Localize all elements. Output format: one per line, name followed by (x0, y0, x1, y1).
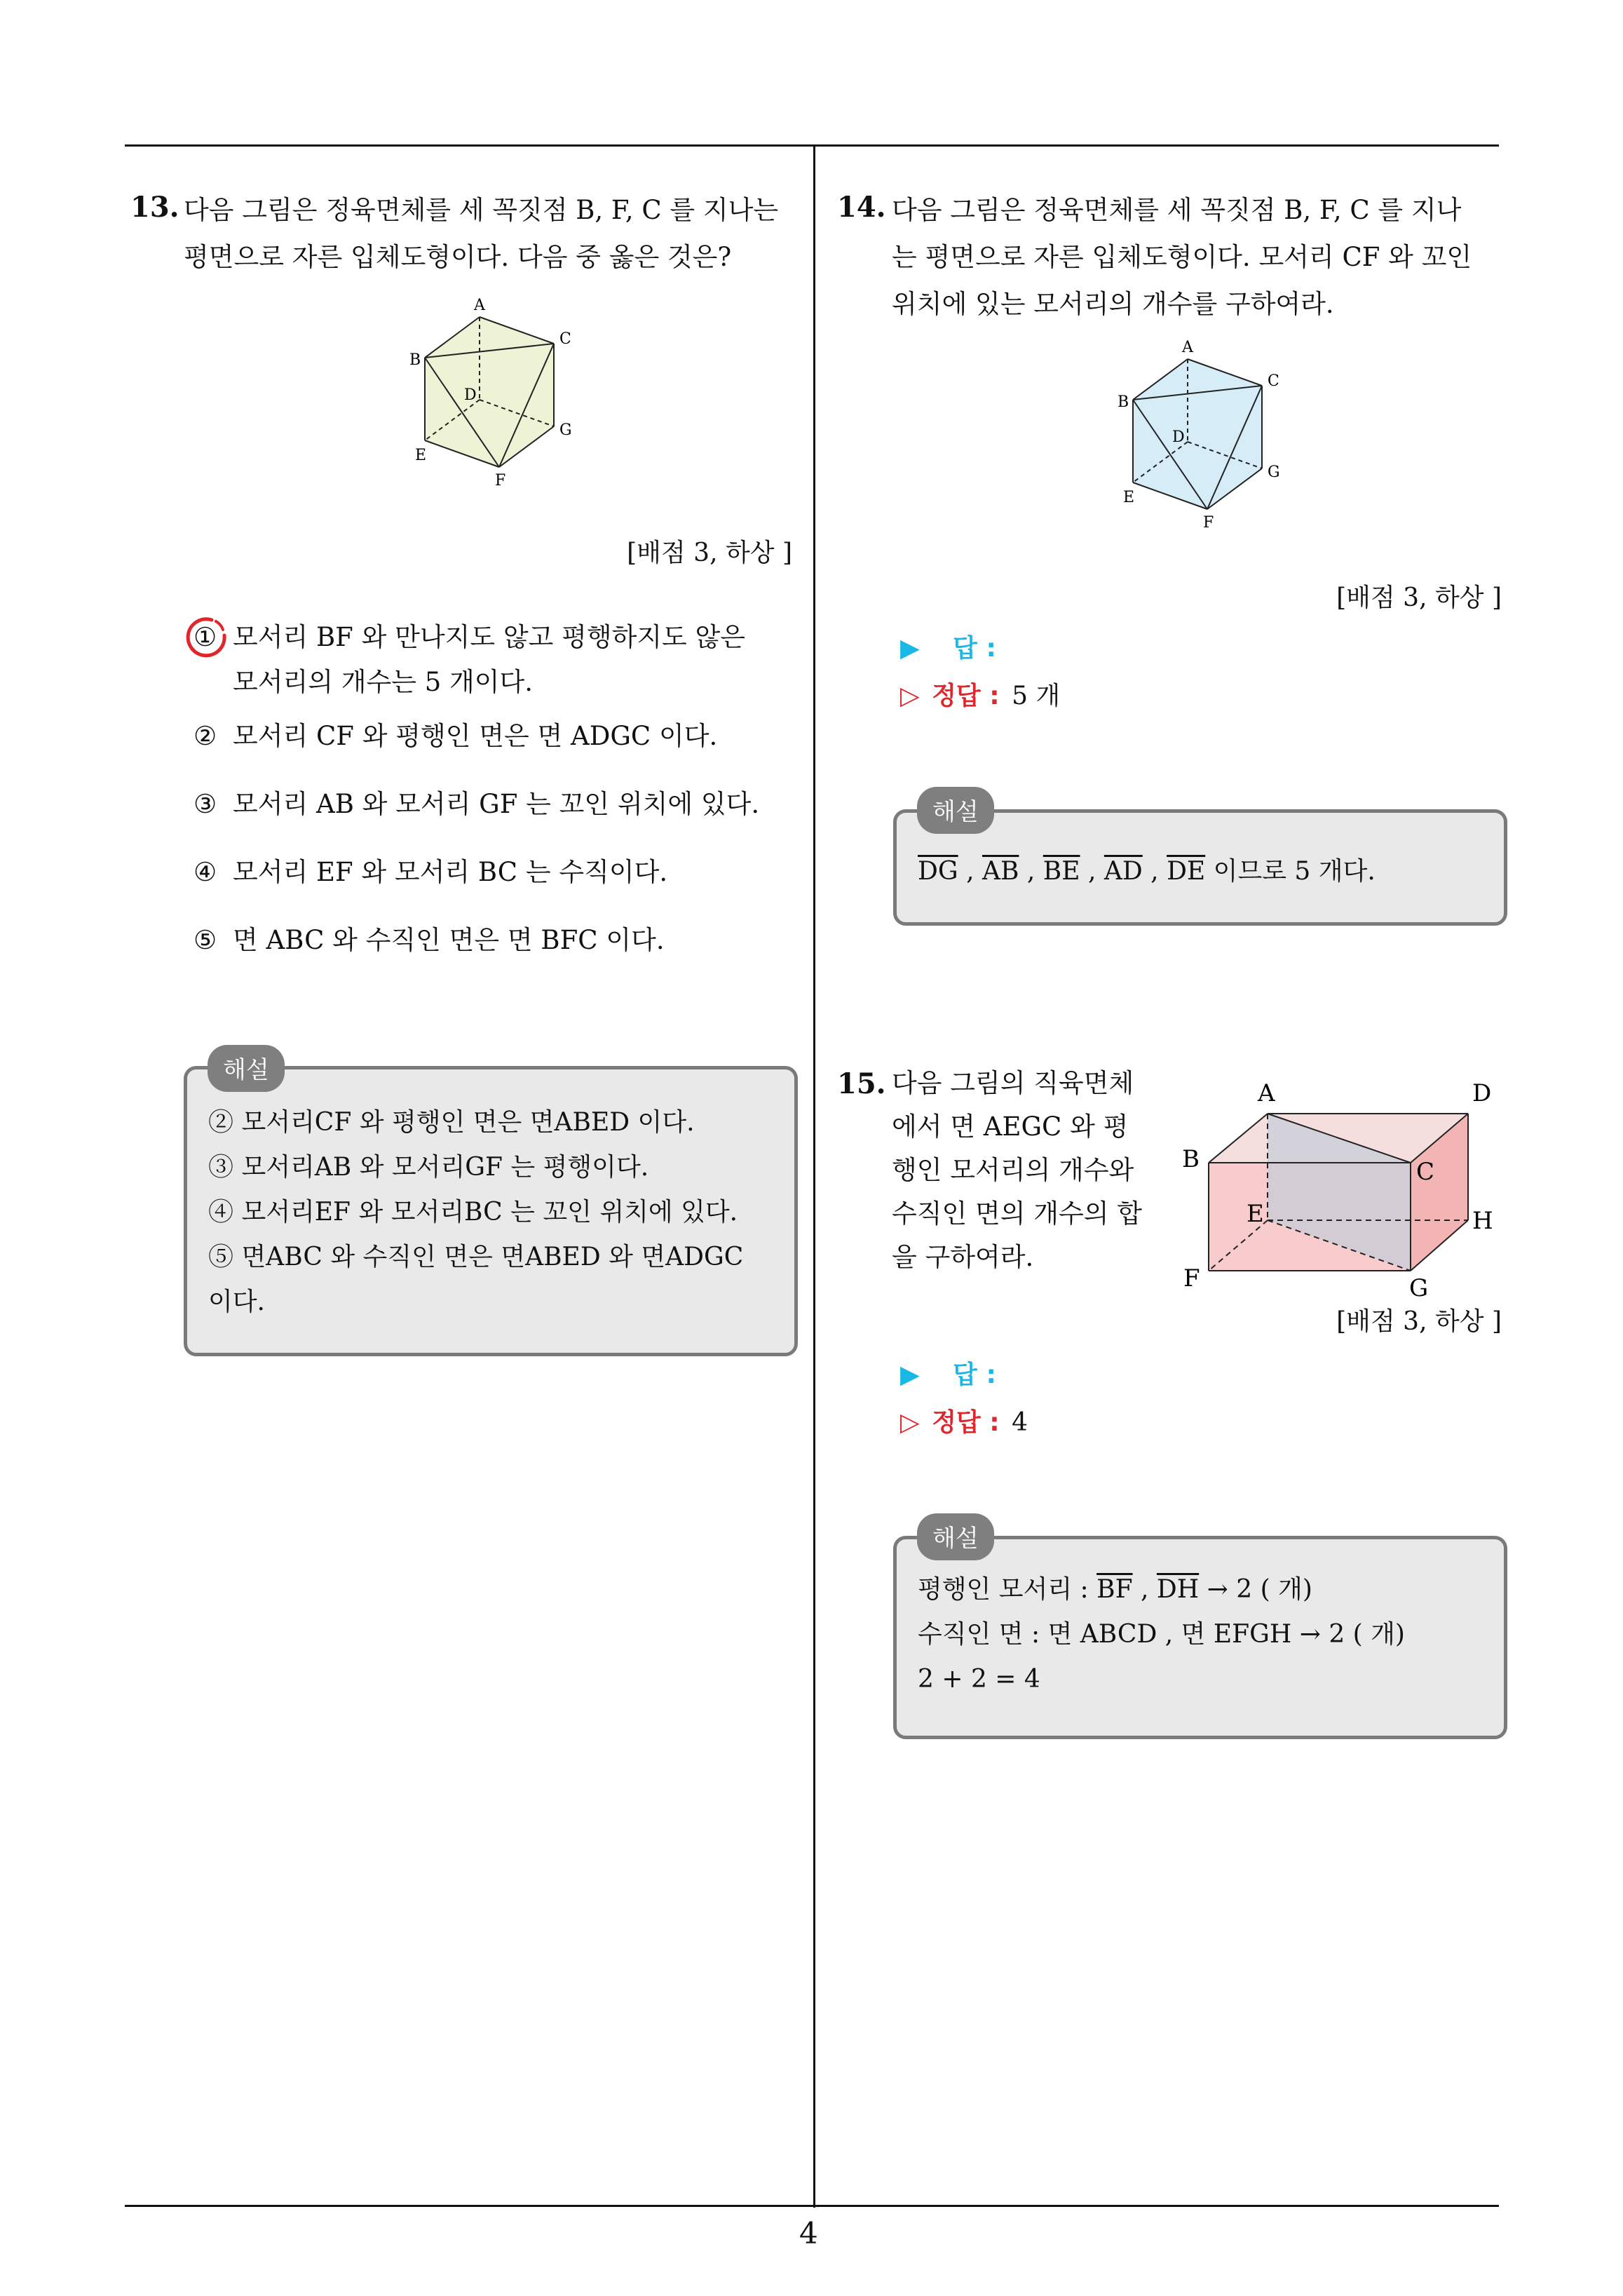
q14-score: [배점 3, 하상 ] (1336, 583, 1502, 612)
correct-arrow-icon: ▷ (900, 1408, 920, 1437)
correct-value: 5 개 (1012, 682, 1061, 710)
choice-text: 모서리 AB 와 모서리 GF 는 꼬인 위치에 있다. (233, 789, 760, 819)
label-D: D (1472, 1079, 1492, 1107)
q13-choice-4[interactable] (193, 850, 803, 895)
choice-mark: ④ (193, 857, 217, 887)
solution-line: 2 + 2 = 4 (918, 1665, 1040, 1694)
q13-solution-box (184, 1066, 798, 1356)
choice-mark: ① (193, 622, 217, 652)
q15-number: 15. (837, 1067, 886, 1100)
solution-line: 수직인 면 : 면 ABCD , 면 EFGH → 2 ( 개) (918, 1620, 1405, 1649)
label-F: F (495, 472, 506, 489)
edge-DH: $\overline{DH}$ (1156, 1575, 1200, 1604)
q15-stem-line: 에서 면 AEGC 와 평 (892, 1112, 1129, 1142)
q13-choice-5[interactable] (193, 918, 803, 963)
label-A: A (1182, 339, 1193, 356)
q15-answer-line (900, 1355, 996, 1391)
q13-stem-line1: 다음 그림은 정육면체를 세 꼭짓점 B, F, C 를 지나는 (184, 195, 779, 225)
answer-arrow-icon: ▶ (900, 1360, 920, 1389)
answer-label: 답 : (953, 1360, 996, 1389)
sep: , (1132, 1575, 1157, 1604)
label-G: G (1409, 1274, 1429, 1302)
q14-correct-line (900, 676, 1060, 712)
answer-label: 답 : (953, 634, 996, 663)
q15-prism-figure (1178, 1073, 1500, 1304)
label-F: F (1183, 1264, 1200, 1292)
q14-solution-text (918, 849, 1500, 894)
q13-choice-3[interactable] (193, 782, 803, 827)
q14-answer-line (900, 628, 996, 664)
solution-line: ② 모서리CF 와 평행인 면은 면ABED 이다. (208, 1108, 695, 1137)
correct-label: 정답 : (932, 1408, 1000, 1437)
edge-DG: $\overline{DG}$ (918, 857, 958, 886)
q15-solution-tab: 해설 (917, 1513, 994, 1560)
label-A: A (474, 297, 485, 314)
edge-BE: $\overline{BE}$ (1043, 857, 1080, 886)
page-number: 4 (799, 2216, 818, 2250)
label-C: C (1416, 1158, 1435, 1186)
label-D: D (1172, 428, 1185, 446)
label-B: B (409, 351, 421, 369)
q13-choice-1[interactable] (193, 615, 803, 705)
solution-line: ④ 모서리EF 와 모서리BC 는 꼬인 위치에 있다. (208, 1198, 738, 1227)
choice-mark: ⑤ (193, 925, 217, 955)
top-rule (125, 144, 1499, 147)
correct-value: 4 (1012, 1408, 1028, 1437)
label-H: H (1472, 1207, 1493, 1235)
choice-mark: ③ (193, 789, 217, 819)
label-E: E (415, 447, 427, 464)
edge-AB: $\overline{AB}$ (982, 857, 1019, 886)
q15-score: [배점 3, 하상 ] (1336, 1307, 1502, 1336)
label-B: B (1182, 1145, 1200, 1173)
answer-arrow-icon: ▶ (900, 634, 920, 663)
sol-postfix: → 2 ( 개) (1199, 1575, 1312, 1604)
solution-line: 이다. (208, 1288, 265, 1316)
solution-line: ⑤ 면ABC 와 수직인 면은 면ABED 와 면ADGC (208, 1243, 744, 1271)
q15-solution-text (918, 1567, 1500, 1702)
sep: , (1080, 857, 1104, 886)
sep: , (1142, 857, 1167, 886)
sep: , (1019, 857, 1043, 886)
choice-text: 모서리 BF 와 만나지도 않고 평행하지도 않은 (233, 622, 746, 652)
q15-stem-line: 수직인 면의 개수의 합 (892, 1198, 1142, 1229)
bottom-rule (125, 2205, 1499, 2207)
label-G: G (1268, 464, 1280, 481)
edge-AD: $\overline{AD}$ (1103, 857, 1143, 886)
solution-line: ③ 모서리AB 와 모서리GF 는 평행이다. (208, 1153, 649, 1182)
q14-stem (892, 187, 1509, 327)
edge-BF: $\overline{BF}$ (1096, 1575, 1133, 1604)
column-divider (813, 144, 815, 2208)
q15-stem-line: 을 구하여라. (892, 1242, 1034, 1272)
q15-stem-line: 다음 그림의 직육면체 (892, 1068, 1134, 1098)
sep: , (958, 857, 982, 886)
cube-front-face (425, 317, 554, 467)
label-F: F (1203, 514, 1214, 532)
q15-stem-line: 행인 모서리의 개수와 (892, 1155, 1134, 1185)
choice-mark: ② (193, 721, 217, 751)
q15-solution-box (893, 1536, 1507, 1739)
label-G: G (559, 421, 572, 439)
correct-arrow-icon: ▷ (900, 682, 920, 710)
q15-correct-line (900, 1403, 1028, 1438)
q13-cube-figure (400, 295, 589, 491)
q14-cube-figure (1108, 337, 1297, 533)
label-D: D (464, 386, 477, 404)
q13-solution-tab: 해설 (208, 1045, 285, 1092)
q15-stem (892, 1062, 1172, 1279)
q14-stem-line2: 는 평면으로 자른 입체도형이다. 모서리 CF 와 꼬인 (892, 242, 1472, 272)
sol-prefix: 평행인 모서리 : (918, 1575, 1097, 1604)
solution-line (918, 1567, 1500, 1612)
label-A: A (1258, 1079, 1275, 1107)
label-C: C (1268, 372, 1279, 390)
q14-stem-line1: 다음 그림은 정육면체를 세 꼭짓점 B, F, C 를 지나 (892, 195, 1462, 225)
label-E: E (1123, 489, 1135, 506)
solution-tail: 이므로 5 개다. (1205, 857, 1376, 886)
q13-stem (184, 187, 808, 281)
choice-text-cont: 모서리의 개수는 5 개이다. (233, 667, 534, 697)
choice-text: 모서리 CF 와 평행인 면은 면 ADGC 이다. (233, 721, 718, 751)
choice-text: 면 ABC 와 수직인 면은 면 BFC 이다. (233, 925, 665, 955)
edge-DE: $\overline{DE}$ (1167, 857, 1206, 886)
label-C: C (559, 330, 571, 348)
label-E: E (1247, 1200, 1264, 1228)
q13-stem-line2: 평면으로 자른 입체도형이다. 다음 중 옳은 것은? (184, 242, 732, 272)
q14-solution-tab: 해설 (917, 787, 994, 834)
label-B: B (1118, 393, 1129, 411)
cube-front-face (1133, 359, 1262, 509)
q14-stem-line3: 위치에 있는 모서리의 개수를 구하여라. (892, 289, 1334, 319)
q13-number: 13. (130, 191, 179, 224)
q13-score: [배점 3, 하상 ] (627, 539, 792, 567)
correct-label: 정답 : (932, 682, 1000, 710)
q13-choice-2[interactable] (193, 714, 803, 759)
q14-number: 14. (837, 191, 886, 224)
choice-text: 모서리 EF 와 모서리 BC 는 수직이다. (233, 857, 668, 887)
q13-solution-text (208, 1100, 783, 1325)
